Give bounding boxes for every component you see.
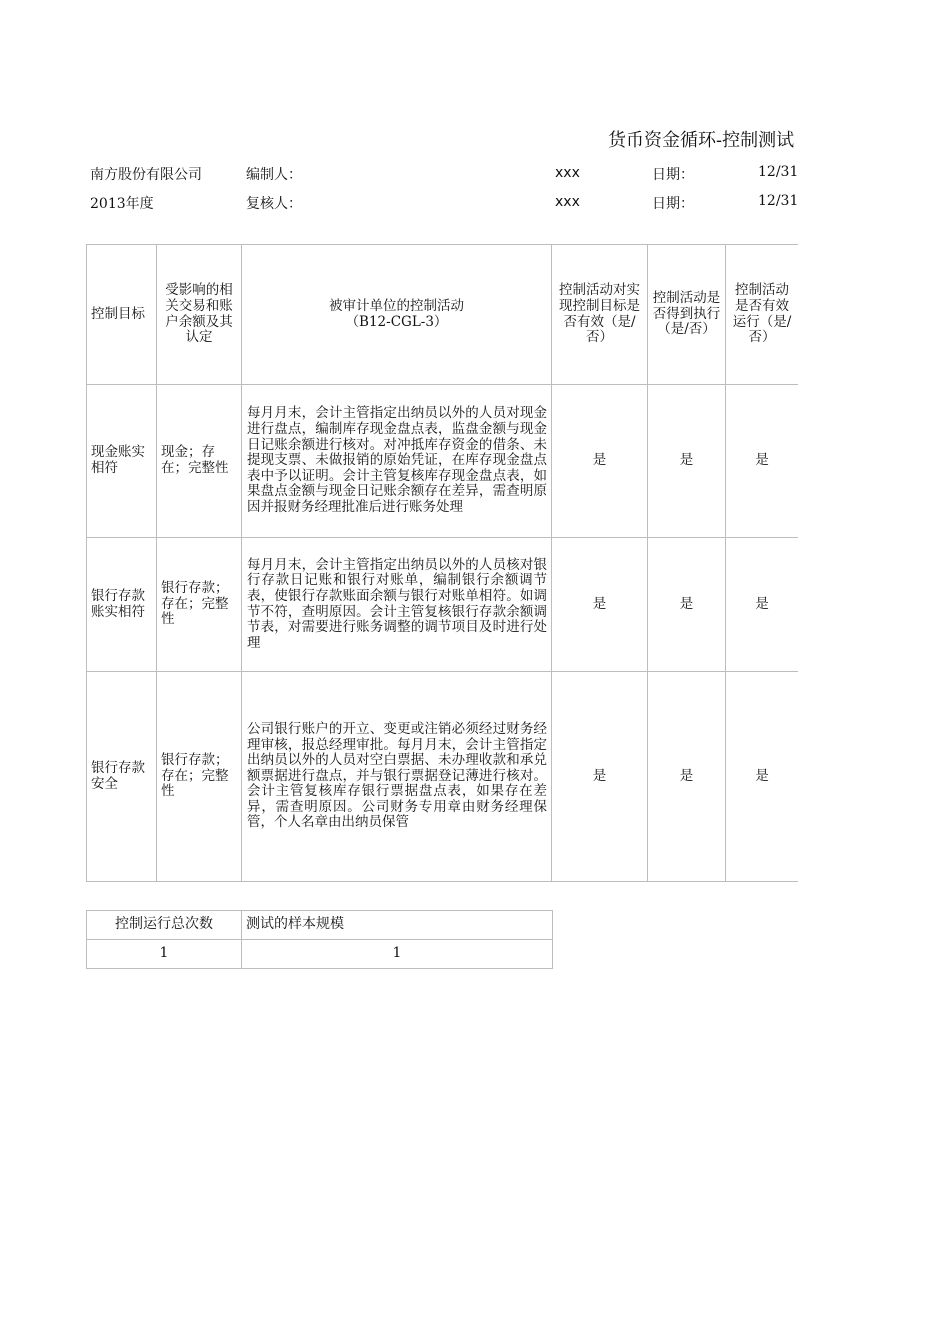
row-objective: 银行存款安全	[87, 672, 157, 882]
control-table-wrap	[86, 244, 798, 884]
summary-sample-size-header: 测试的样本规模	[242, 911, 553, 940]
row-objective: 现金账实相符	[87, 385, 157, 538]
date-label-1: 日期：	[652, 167, 694, 183]
row-effective: 是	[552, 385, 648, 538]
date-value-1: 12/31	[758, 164, 799, 180]
reviewer-value: xxx	[555, 194, 580, 210]
header-activity	[242, 245, 552, 385]
header-activity-text: 被审计单位的控制活动	[329, 297, 464, 314]
reviewer-label: 复核人：	[246, 196, 302, 212]
row-activity: 每月月末，会计主管指定出纳员以外的人员核对银行存款日记账和银行对账单，编制银行余额调节表，使银行存款账面余额与银行对账单相符。如调节不符，查明原因。会计主管复核银行存款余额调节表，对需要进行账务调整的调节项目及时进行处理	[242, 538, 552, 672]
date-label-2: 日期：	[652, 196, 694, 212]
row-activity: 公司银行账户的开立、变更或注销必须经过财务经理审核，报总经理审批。每月月末，会计主管指定出纳员以外的人员对空白票据、未办理收款和承兑额票据进行盘点，并与银行票据登记薄进行核对。会计主管复核库存银行票据盘点表，如果存在差异，需查明原因。公司财务专用章由财务经理保管，个人名章由出纳员保管	[242, 672, 552, 882]
row-affected: 银行存款；存在；完整性	[157, 538, 242, 672]
header-objective: 控制目标	[87, 245, 157, 385]
row-effective: 是	[552, 538, 648, 672]
summary-sample-size-value: 1	[242, 940, 553, 969]
preparer-label: 编制人：	[246, 167, 302, 183]
page-title: 货币资金循环-控制测试	[608, 130, 795, 151]
table-row	[87, 672, 799, 882]
row-activity: 每月月末，会计主管指定出纳员以外的人员对现金进行盘点，编制库存现金盘点表，监盘金额与现金日记账余额进行核对。对冲抵库存资金的借条、未提现支票、未做报销的原始凭证，在库存现金盘点表中予以证明。会计主管复核库存现金盘点表，如果盘点金额与现金日记账余额存在差异，需查明原因并报财务经理批准后进行账务处理	[242, 385, 552, 538]
row-operating: 是	[726, 385, 799, 538]
table-header-row	[87, 245, 799, 385]
row-affected: 现金；存在；完整性	[157, 385, 242, 538]
preparer-value: xxx	[555, 165, 580, 181]
table-row	[87, 385, 799, 538]
row-effective: 是	[552, 672, 648, 882]
summary-value-row	[87, 940, 553, 969]
summary-total-runs-header: 控制运行总次数	[87, 911, 242, 940]
table-row	[87, 538, 799, 672]
header-effective: 控制活动对实现控制目标是否有效（是/否）	[552, 245, 648, 385]
row-executed: 是	[648, 538, 726, 672]
date-value-2: 12/31	[758, 193, 799, 209]
fiscal-year: 2013年度	[90, 196, 154, 212]
row-executed: 是	[648, 385, 726, 538]
summary-table	[86, 910, 553, 969]
row-operating: 是	[726, 538, 799, 672]
header-operating: 控制活动是否有效运行（是/否）	[726, 245, 799, 385]
header-activity-ref: （B12-CGL-3）	[345, 313, 448, 330]
title-clip	[560, 124, 815, 154]
summary-header-row	[87, 911, 553, 940]
company-name: 南方股份有限公司	[90, 167, 202, 183]
header-executed: 控制活动是否得到执行（是/否）	[648, 245, 726, 385]
row-affected: 银行存款；存在；完整性	[157, 672, 242, 882]
row-operating: 是	[726, 672, 799, 882]
header-affected: 受影响的相关交易和账户余额及其认定	[157, 245, 242, 385]
summary-total-runs-value: 1	[87, 940, 242, 969]
row-executed: 是	[648, 672, 726, 882]
control-table	[86, 244, 798, 882]
row-objective: 银行存款账实相符	[87, 538, 157, 672]
